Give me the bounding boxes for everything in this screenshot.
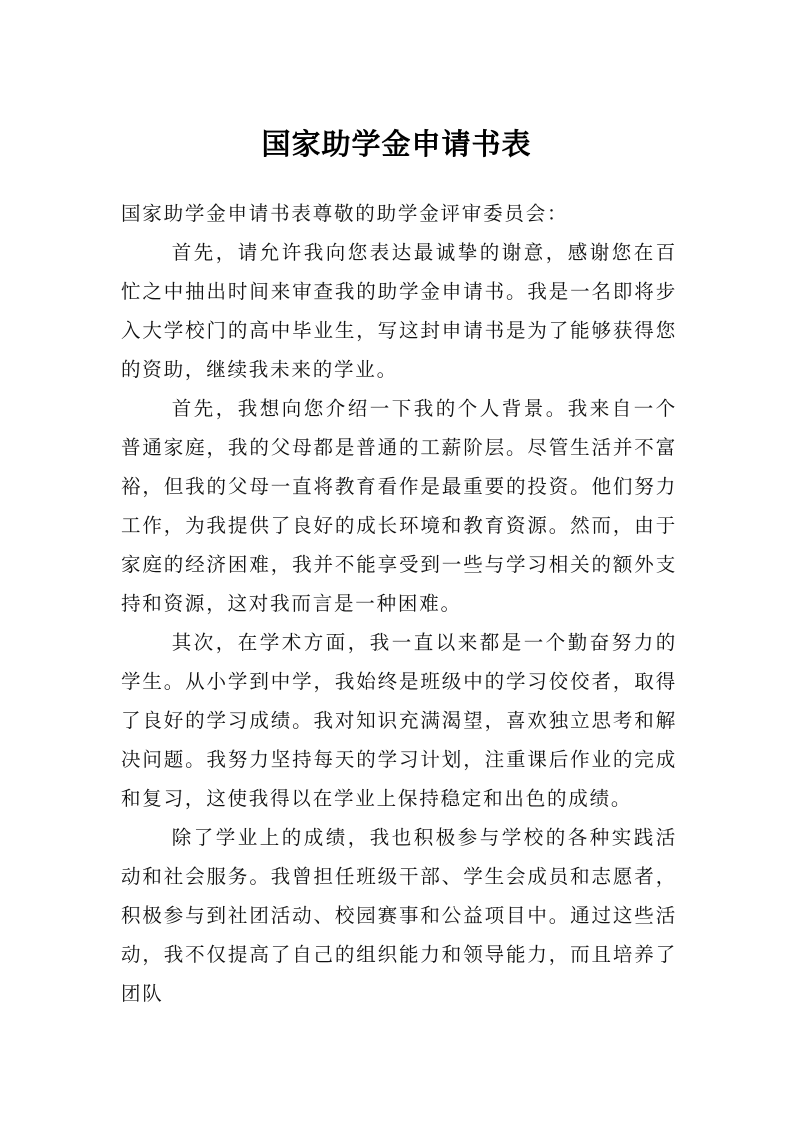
paragraph-background: 首先，我想向您介绍一下我的个人背景。我来自一个普通家庭，我的父母都是普通的工薪阶层。尽管生活并不富裕，但我的父母一直将教育看作是最重要的投资。他们努力工作，为我提供了良好的成长环境和教育资源。然而，由于家庭的经济困难，我并不能享受到一些与学习相关的额外支持和资源，这对我而言是一种困难。 [121, 397, 677, 615]
document-body [121, 194, 677, 1013]
salutation: 国家助学金申请书表尊敬的助学金评审委员会： [121, 202, 569, 225]
paragraph-gratitude: 首先，请允许我向您表达最诚挚的谢意，感谢您在百忙之中抽出时间来审查我的助学金申请书。我是一名即将步入大学校门的高中毕业生，写这封申请书是为了能够获得您的资助，继续我未来的学业。 [121, 241, 677, 381]
paragraph-activities: 除了学业上的成绩，我也积极参与学校的各种实践活动和社会服务。我曾担任班级干部、学生会成员和志愿者，积极参与到社团活动、校园赛事和公益项目中。通过这些活动，我不仅提高了自己的组织能力和领导能力，而且培养了团队 [121, 826, 677, 1005]
document-title: 国家助学金申请书表 [261, 127, 532, 161]
paragraph-academics: 其次，在学术方面，我一直以来都是一个勤奋努力的学生。从小学到中学，我始终是班级中的学习佼佼者，取得了良好的学习成绩。我对知识充满渴望，喜欢独立思考和解决问题。我努力坚持每天的学习计划，注重课后作业的完成和复习，这使我得以在学业上保持稳定和出色的成绩。 [121, 631, 677, 810]
